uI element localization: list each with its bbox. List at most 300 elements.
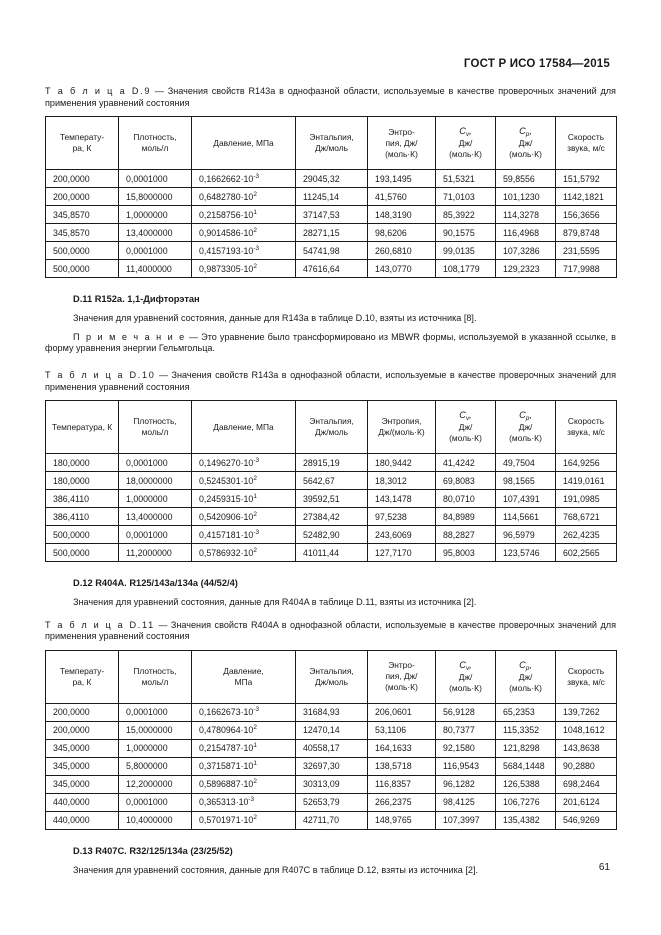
mantissa: 0,5786932·10 [199,547,254,558]
cp-symbol: $C_p$, [519,126,532,139]
cell-enthalpy: 5642,67 [296,472,368,490]
table-row [46,703,617,721]
cell-pressure [192,508,296,526]
line: Плотность, [133,665,177,676]
section-heading-d12: D.12 R404A. R125/143a/134a (44/52/4) [73,578,238,589]
table-row [46,206,617,224]
cell-entropy: 266,2375 [368,793,436,811]
cell-density: 0,0001000 [119,526,192,544]
cell-entropy: 41,5760 [368,188,436,206]
table-header-row [46,650,617,703]
line: (моль·К) [385,148,418,159]
cell-density: 1,0000000 [119,739,192,757]
cell-enthalpy: 28271,15 [296,224,368,242]
table-row [46,170,617,188]
exponent: -3 [253,528,259,536]
cell-density: 15,8000000 [119,188,192,206]
section-d12-paragraph: Значения для уравнений состояния, данные для R404A в таблице D.11, взяты из источника [2]. [73,597,477,608]
line: (моль·К) [509,433,542,444]
cell-cp: 123,5746 [496,544,556,562]
cell-cv: 90,1575 [436,224,496,242]
line: (моль·К) [385,682,418,693]
cell-temperature: 180,0000 [46,472,119,490]
col-header-cp [496,650,556,703]
line: Дж/(моль·К) [378,427,425,438]
cell-temperature: 180,0000 [46,454,119,472]
cp-symbol: $C_p$, [519,659,532,672]
cell-sound-speed: 768,6721 [556,508,617,526]
cv-subscript: v [465,664,470,672]
line: Скорость [567,416,605,427]
line: звука, м/с [567,143,605,154]
table-row [46,775,617,793]
col-header-density [119,117,192,170]
cell-entropy: 193,1495 [368,170,436,188]
col-header-temperature [46,401,119,454]
mantissa: 0,9014586·10 [199,227,254,238]
section-d11-paragraph: Значения для уравнений состояния, данные для R143a в таблице D.10, взяты из источника [8]. [73,313,477,324]
table-caption-d10-text: — Значения свойств R143a в однофазной области, используемые в качестве проверочных значений для применения уравнений состояния [45,369,616,392]
col-header-sound-speed [556,650,617,703]
cell-sound-speed: 879,8748 [556,224,617,242]
col-header-cp [496,401,556,454]
table-caption-d11 [45,620,616,643]
cell-cv: 107,3997 [436,811,496,829]
exponent: 2 [253,510,257,518]
cell-cp: 107,4391 [496,490,556,508]
cell-enthalpy: 47616,64 [296,260,368,278]
exponent: -3 [253,706,259,714]
exponent: 2 [253,262,257,270]
section-d11-note [45,332,616,355]
cell-cp: 114,3278 [496,206,556,224]
table-caption-d9-text: — Значения свойств R143a в однофазной области, используемые в качестве проверочных значений для применения уравнений состояния [45,86,616,108]
mantissa: 0,2158756·10 [199,209,254,220]
cell-cv: 98,4125 [436,793,496,811]
line: ра, К [72,143,92,154]
table-row [46,721,617,739]
table-row [46,224,617,242]
line: Температу- [59,665,105,676]
mantissa: 0,4157181·10 [199,529,254,540]
cell-cv: 84,8989 [436,508,496,526]
cell-cp: 135,4382 [496,811,556,829]
cell-density: 11,2000000 [119,544,192,562]
line: Температу- [59,132,105,143]
cell-density: 15,0000000 [119,721,192,739]
section-heading-d11: D.11 R152a. 1,1-Дифторэтан [73,294,200,305]
col-header-entropy [368,117,436,170]
cell-density: 0,0001000 [119,242,192,260]
table-row [46,811,617,829]
table-d10 [45,400,617,562]
line: Плотность, [133,132,177,143]
cell-density: 10,4000000 [119,811,192,829]
mantissa: 0,3715871·10 [199,761,254,772]
table-caption-d10 [45,370,616,393]
table-d9-body [46,170,617,278]
cell-entropy: 53,1106 [368,721,436,739]
cell-cv: 51,5321 [436,170,496,188]
exponent: 2 [253,226,257,234]
table-row [46,454,617,472]
cell-pressure [192,170,296,188]
cell-pressure [192,490,296,508]
cell-enthalpy: 30313,09 [296,775,368,793]
cell-cp: 106,7276 [496,793,556,811]
cell-temperature: 200,0000 [46,703,119,721]
exponent: 2 [253,814,257,822]
line: Дж/ [518,138,533,149]
line: Энтальпия, [309,132,354,143]
cell-temperature: 500,0000 [46,544,119,562]
cell-entropy: 260,6810 [368,242,436,260]
table-caption-d9 [45,86,616,109]
cell-density: 0,0001000 [119,170,192,188]
cell-cv: 99,0135 [436,242,496,260]
line: (моль·К) [449,682,482,693]
mantissa: 0,5420906·10 [199,511,254,522]
note-label: П р и м е ч а н и е [73,331,186,342]
cell-cv: 92,1580 [436,739,496,757]
mantissa: 0,2154787·10 [199,743,254,754]
cell-enthalpy: 11245,14 [296,188,368,206]
cell-cp: 5684,1448 [496,757,556,775]
cell-cp: 114,5661 [496,508,556,526]
cell-sound-speed: 1419,0161 [556,472,617,490]
line: звука, м/с [567,427,605,438]
cell-pressure [192,775,296,793]
cp-letter: C [519,410,526,421]
cell-cp: 116,4968 [496,224,556,242]
cell-pressure [192,703,296,721]
cell-cv: 80,7377 [436,721,496,739]
table-row [46,757,617,775]
mantissa: 0,4780964·10 [199,725,254,736]
cell-enthalpy: 54741,98 [296,242,368,260]
table-row [46,544,617,562]
line: Дж/ [518,671,533,682]
cell-density: 1,0000000 [119,206,192,224]
line: ра, К [72,676,92,687]
col-header-enthalpy [296,401,368,454]
exponent: -3 [248,796,255,804]
mantissa: 0,1662673·10 [199,707,254,718]
cell-temperature: 345,0000 [46,757,119,775]
cell-sound-speed: 262,4235 [556,526,617,544]
exponent: 1 [253,208,257,216]
table-row [46,508,617,526]
cell-pressure [192,757,296,775]
cell-temperature: 440,0000 [46,793,119,811]
line: Плотность, [133,416,177,427]
cell-entropy: 127,7170 [368,544,436,562]
cell-enthalpy: 40558,17 [296,739,368,757]
cell-density: 13,4000000 [119,508,192,526]
cv-subscript: v [465,415,470,423]
cp-letter: C [519,126,526,137]
table-d10-body [46,454,617,562]
col-header-pressure [192,117,296,170]
line: Давление, МПа [213,421,274,432]
table-caption-d9-label: Т а б л и ц а D.9 [45,86,152,96]
line: Давление, МПа [213,137,274,148]
cell-enthalpy: 12470,14 [296,721,368,739]
exponent: 2 [253,778,257,786]
cell-entropy: 116,8357 [368,775,436,793]
cell-density: 12,2000000 [119,775,192,793]
cell-pressure [192,206,296,224]
col-header-cv [436,117,496,170]
cell-sound-speed: 231,5595 [556,242,617,260]
note-text: — Это уравнение было трансформировано из MBWR формы, используемой в указанной ссылке, в форму уравнения энергии Гельмгольца. [45,331,616,354]
line: Дж/ [518,422,533,433]
cell-temperature: 345,8570 [46,224,119,242]
col-header-temperature [46,650,119,703]
cell-cv: 71,0103 [436,188,496,206]
cell-cp: 59,8556 [496,170,556,188]
cell-sound-speed: 1048,1612 [556,721,617,739]
cell-sound-speed: 143,8638 [556,739,617,757]
page-content [45,86,616,877]
table-row [46,490,617,508]
cp-subscript: p [525,415,530,423]
line: пия, Дж/ [385,137,418,148]
document-header-standard-number: ГОСТ Р ИСО 17584—2015 [463,58,610,70]
line: Дж/моль [314,143,349,154]
table-row [46,793,617,811]
mantissa: 0,2459315·10 [199,493,254,504]
cell-sound-speed: 90,2880 [556,757,617,775]
cell-cp: 65,2353 [496,703,556,721]
line: Дж/моль [314,427,349,438]
mantissa: 0,1662662·10 [199,173,254,184]
cell-cv: 69,8083 [436,472,496,490]
cell-entropy: 206,0601 [368,703,436,721]
cp-symbol: $C_p$, [519,410,532,423]
table-d9 [45,116,617,278]
cell-cp: 96,5979 [496,526,556,544]
col-header-cp [496,117,556,170]
cell-entropy: 148,3190 [368,206,436,224]
cell-entropy: 243,6069 [368,526,436,544]
exponent: 1 [253,760,257,768]
col-header-entropy [368,401,436,454]
cell-pressure [192,526,296,544]
cell-entropy: 164,1633 [368,739,436,757]
table-d11-header [46,650,617,703]
cell-cp: 101,1230 [496,188,556,206]
cell-sound-speed: 139,7262 [556,703,617,721]
mantissa: 0,9873305·10 [199,263,254,274]
col-header-density [119,401,192,454]
cell-cv: 95,8003 [436,544,496,562]
line: моль/л [141,427,169,438]
table-d10-header [46,401,617,454]
cell-enthalpy: 42711,70 [296,811,368,829]
cell-enthalpy: 52482,90 [296,526,368,544]
cell-cp: 98,1565 [496,472,556,490]
section-heading-d13: D.13 R407C. R32/125/134a (23/25/52) [73,845,233,856]
cell-sound-speed: 698,2464 [556,775,617,793]
mantissa: 0,5245301·10 [199,475,254,486]
line: Энтро- [388,660,415,671]
line: (моль·К) [509,149,542,160]
cell-sound-speed: 717,9988 [556,260,617,278]
cell-density: 11,4000000 [119,260,192,278]
table-caption-d10-label: Т а б л и ц а D.10 [45,369,156,380]
cell-pressure [192,721,296,739]
cell-enthalpy: 32697,30 [296,757,368,775]
cell-density: 0,0001000 [119,703,192,721]
cell-enthalpy: 27384,42 [296,508,368,526]
table-row [46,526,617,544]
cell-entropy: 138,5718 [368,757,436,775]
section-d13-paragraph: Значения для уравнений состояния, данные для R407C в таблице D.12, взяты из источника [2]. [73,864,478,875]
exponent: 2 [253,724,257,732]
cell-pressure [192,739,296,757]
exponent: -3 [253,172,259,180]
cell-sound-speed: 546,9269 [556,811,617,829]
table-row [46,260,617,278]
cell-temperature: 500,0000 [46,242,119,260]
cell-pressure [192,454,296,472]
table-caption-d11-label: Т а б л и ц а D.11 [45,619,155,630]
line: Скорость [567,132,605,143]
table-header-row [46,401,617,454]
mantissa: 0,1496270·10 [199,457,254,468]
line: моль/л [141,143,169,154]
cell-temperature: 200,0000 [46,170,119,188]
cell-sound-speed: 164,9256 [556,454,617,472]
cell-temperature: 345,0000 [46,739,119,757]
cell-cv: 56,9128 [436,703,496,721]
line: Энтропия, [381,416,422,427]
cell-entropy: 180,9442 [368,454,436,472]
cell-cp: 121,8298 [496,739,556,757]
cell-enthalpy: 31684,93 [296,703,368,721]
cv-symbol: $C_v$, [459,126,472,139]
cell-cv: 41,4242 [436,454,496,472]
cell-density: 0,0001000 [119,793,192,811]
cell-sound-speed: 602,2565 [556,544,617,562]
exponent: 2 [253,546,257,554]
line: Температура, К [51,421,113,432]
cell-enthalpy: 37147,53 [296,206,368,224]
col-header-pressure [192,401,296,454]
cell-cv: 88,2827 [436,526,496,544]
cell-cp: 129,2323 [496,260,556,278]
cell-cv: 116,9543 [436,757,496,775]
cell-temperature: 200,0000 [46,188,119,206]
cell-density: 0,0001000 [119,454,192,472]
cv-letter: C [459,126,466,137]
cell-enthalpy: 41011,44 [296,544,368,562]
line: моль/л [141,676,169,687]
col-header-cv [436,401,496,454]
exponent: 2 [253,474,257,482]
cell-enthalpy: 29045,32 [296,170,368,188]
cell-enthalpy: 39592,51 [296,490,368,508]
exponent: 1 [253,492,257,500]
table-d11 [45,650,617,830]
col-header-density [119,650,192,703]
cell-sound-speed: 191,0985 [556,490,617,508]
cv-symbol: $C_v$, [459,410,472,423]
exponent: 1 [253,742,257,750]
table-header-row [46,117,617,170]
line: Дж/ [458,422,473,433]
mantissa: 0,5701971·10 [199,815,254,826]
cell-sound-speed: 1142,1821 [556,188,617,206]
table-d11-body [46,703,617,829]
col-header-enthalpy [296,117,368,170]
col-header-cv [436,650,496,703]
cell-pressure [192,260,296,278]
cv-subscript: v [465,131,470,139]
cell-pressure [192,224,296,242]
cell-sound-speed: 201,6124 [556,793,617,811]
cell-cp: 107,3286 [496,242,556,260]
line: Дж/моль [314,676,349,687]
cell-entropy: 98,6206 [368,224,436,242]
cell-pressure [192,544,296,562]
cp-subscript: p [525,664,530,672]
cell-cv: 80,0710 [436,490,496,508]
mantissa: 0,4157193·10 [199,245,254,256]
line: Энтро- [388,126,415,137]
cv-letter: C [459,659,466,670]
exponent: 2 [253,190,257,198]
cell-density: 5,8000000 [119,757,192,775]
cell-density: 18,0000000 [119,472,192,490]
exponent: -3 [253,456,259,464]
line: (моль·К) [509,682,542,693]
line: Дж/ [458,138,473,149]
cell-temperature: 386,4110 [46,490,119,508]
cell-sound-speed: 156,3656 [556,206,617,224]
line: (моль·К) [449,433,482,444]
line: Энтальпия, [309,665,354,676]
cell-cv: 96,1282 [436,775,496,793]
cell-density: 1,0000000 [119,490,192,508]
cell-density: 13,4000000 [119,224,192,242]
col-header-sound-speed [556,117,617,170]
cell-enthalpy: 28915,19 [296,454,368,472]
cell-temperature: 345,0000 [46,775,119,793]
cell-pressure [192,188,296,206]
col-header-enthalpy [296,650,368,703]
cell-cp: 126,5388 [496,775,556,793]
cell-pressure [192,793,296,811]
cell-temperature: 345,8570 [46,206,119,224]
mantissa: 0,5896887·10 [199,779,254,790]
cell-entropy: 97,5238 [368,508,436,526]
table-row [46,188,617,206]
cell-sound-speed: 151,5792 [556,170,617,188]
mantissa: 0,6482780·10 [199,191,254,202]
cell-pressure [192,242,296,260]
table-row [46,739,617,757]
cell-cp: 115,3352 [496,721,556,739]
line: звука, м/с [567,676,605,687]
cv-letter: C [459,410,466,421]
cp-letter: C [519,659,526,670]
cell-entropy: 143,0770 [368,260,436,278]
line: МПа [234,676,253,687]
cp-subscript: p [525,131,530,139]
cell-entropy: 148,9765 [368,811,436,829]
